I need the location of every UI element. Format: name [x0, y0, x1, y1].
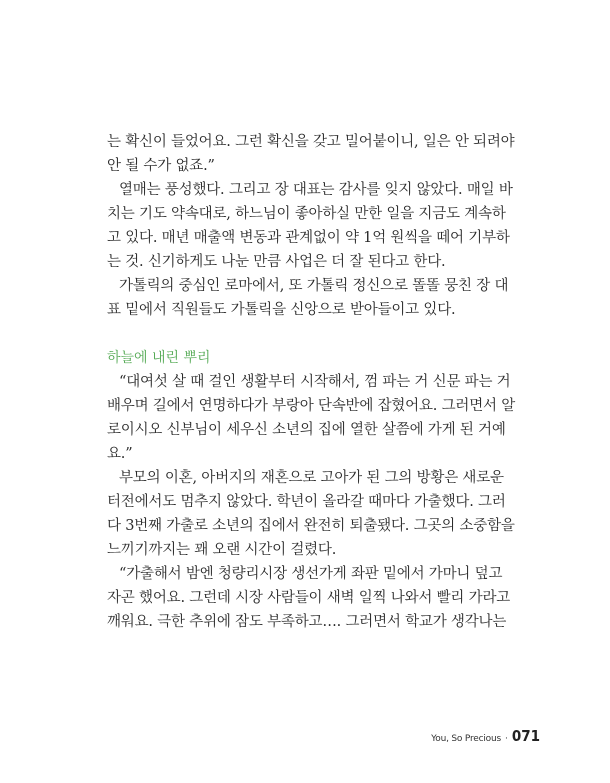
body-text-line: 치는 기도 약속대로, 하느님이 좋아하실 만한 일을 지금도 계속하 — [107, 206, 506, 222]
body-text-line: 터전에서도 멈추지 않았다. 학년이 올라갈 때마다 가출했다. 그러 — [107, 494, 506, 510]
body-text-line: 깨워요. 극한 추위에 잠도 부족하고…. 그러면서 학교가 생각나는 — [107, 614, 507, 630]
running-title: You, So Precious — [431, 734, 501, 744]
body-text-line: 는 확신이 들었어요. 그런 확신을 갖고 밀어붙이니, 일은 안 되려야 — [107, 134, 515, 150]
body-text-line: 다 3번째 가출로 소년의 집에서 완전히 퇴출됐다. 그곳의 소중함을 — [107, 518, 515, 534]
body-text-line: “대여섯 살 때 걸인 생활부터 시작해서, 껌 파는 거 신문 파는 거 — [119, 374, 511, 390]
page-footer — [431, 727, 540, 745]
body-text-line: 부모의 이혼, 아버지의 재혼으로 고아가 된 그의 방황은 새로운 — [119, 470, 504, 486]
body-text-line: 자곤 했어요. 그런데 시장 사람들이 새벽 일찍 나와서 빨리 가라고 — [107, 590, 511, 606]
body-text-line: 표 밑에서 직원들도 가톨릭을 신앙으로 받아들이고 있다. — [107, 302, 456, 318]
body-text-line: 로이시오 신부님이 세우신 소년의 집에 열한 살쯤에 가게 된 거예 — [107, 422, 506, 438]
body-text-line: 안 될 수가 없죠.” — [107, 158, 215, 174]
page-number: 071 — [511, 727, 540, 745]
section-heading: 하늘에 내린 뿌리 — [107, 350, 211, 366]
body-text-line: 느끼기까지는 꽤 오랜 시간이 걸렸다. — [107, 542, 337, 558]
body-text-line: 열매는 풍성했다. 그리고 장 대표는 감사를 잊지 않았다. 매일 바 — [119, 182, 513, 198]
body-text-line: “가출해서 밤엔 청량리시장 생선가게 좌판 밑에서 가마니 덮고 — [119, 566, 503, 582]
body-text-line: 고 있다. 매년 매출액 변동과 관계없이 약 1억 원씩을 떼어 기부하 — [107, 230, 510, 246]
footer-separator: · — [504, 734, 508, 744]
body-text-line: 요.” — [107, 446, 133, 462]
body-text-line: 가톨릭의 중심인 로마에서, 또 가톨릭 정신으로 똘똘 뭉친 장 대 — [119, 278, 509, 294]
body-text-line: 는 것. 신기하게도 나눈 만큼 사업은 더 잘 된다고 한다. — [107, 254, 446, 270]
body-text-line: 배우며 길에서 연명하다가 부랑아 단속반에 잡혔어요. 그러면서 알 — [107, 398, 516, 414]
